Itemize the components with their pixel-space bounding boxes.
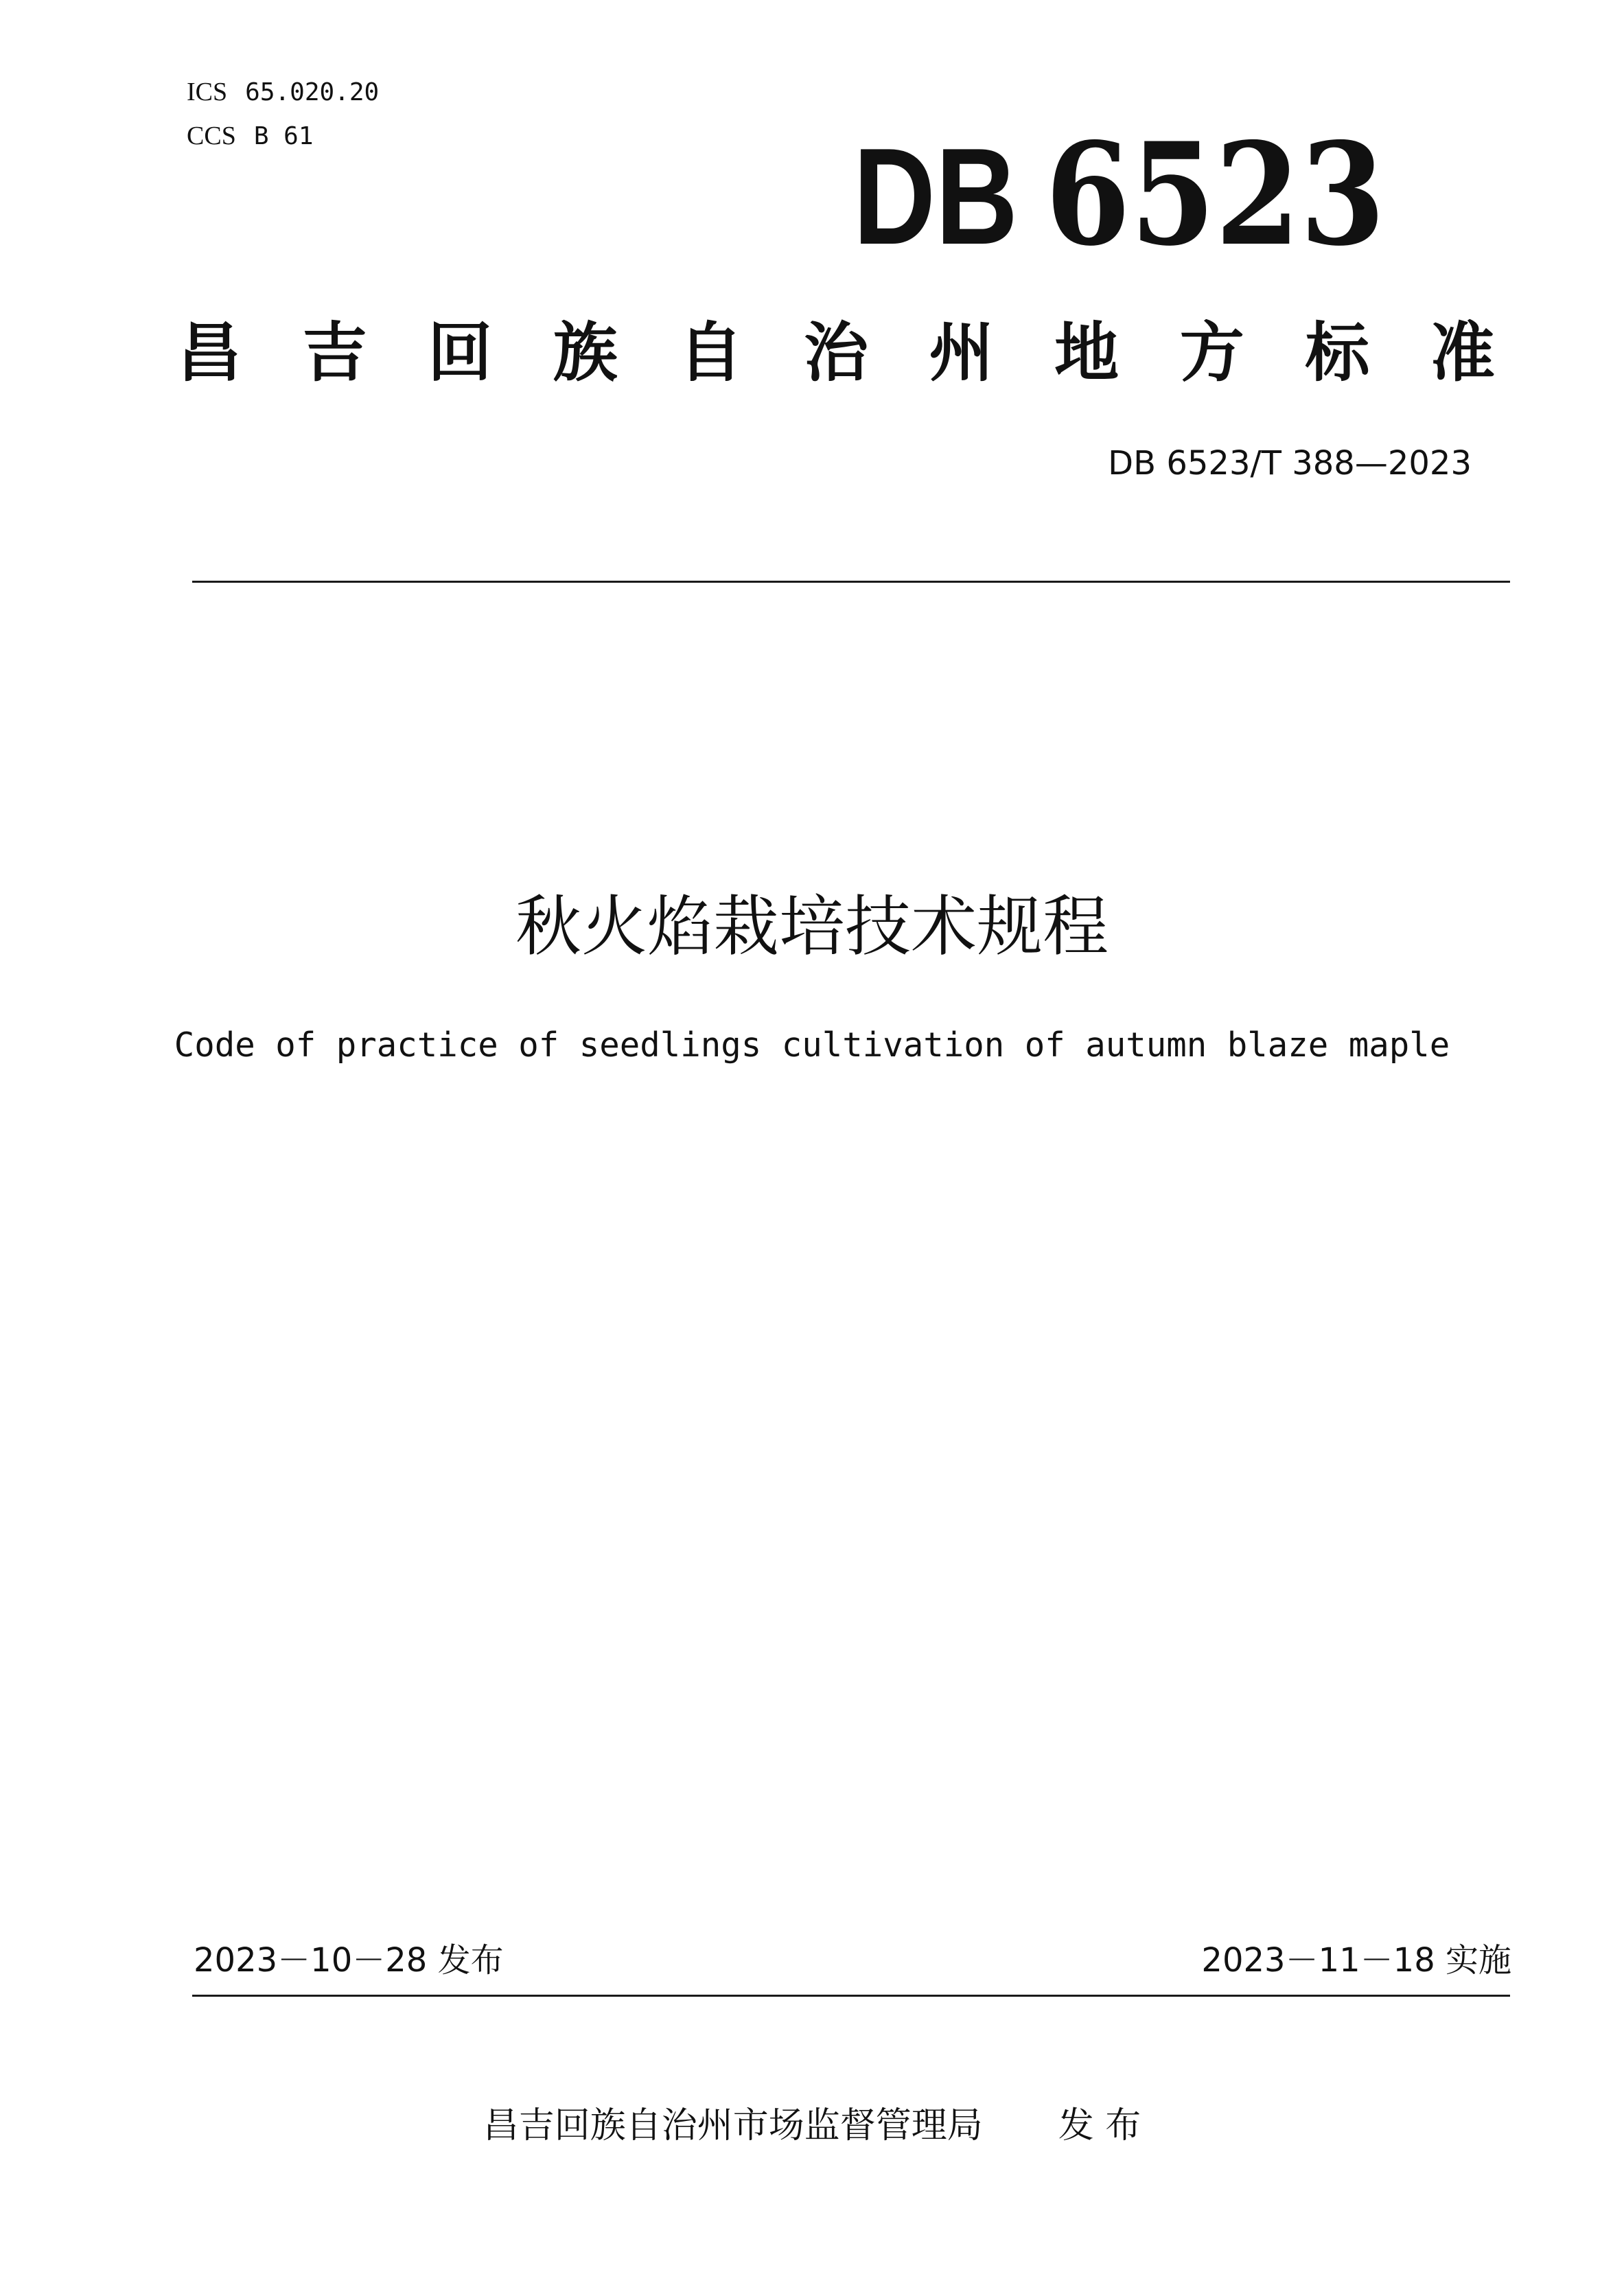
standard-type-char: 准: [1430, 316, 1495, 391]
ccs-code: [187, 121, 314, 152]
standard-type-char: 族: [553, 316, 618, 391]
standard-type-char: 吉: [302, 316, 367, 391]
document-title-en: Code of practice of seedlings cultivation of autumn blaze maple: [174, 1025, 1450, 1065]
db-standard-logo: [853, 113, 1389, 277]
standard-type-char: 昌: [177, 316, 242, 391]
standard-type-char: 地: [1054, 316, 1120, 391]
issuer-line: [0, 2102, 1624, 2150]
ccs-label: CCS: [187, 121, 236, 150]
standard-type-char: 回: [428, 316, 493, 391]
standard-type-char: 州: [929, 316, 994, 391]
logo-number: 6523: [1045, 113, 1385, 277]
document-title-cn: 秋火焰栽培技术规程: [515, 888, 1109, 965]
issuer-action: 发 布: [1058, 2105, 1141, 2146]
ics-label: ICS: [187, 78, 228, 106]
standard-type-char: 方: [1179, 316, 1244, 391]
ics-value: 65.020.20: [245, 78, 380, 106]
standard-type-char: 自: [678, 316, 743, 391]
logo-prefix: DB: [853, 120, 1018, 273]
bottom-divider: [192, 1995, 1510, 1997]
issuer-name: 昌吉回族自治州市场监督管理局: [483, 2105, 983, 2146]
publish-date: 2023－10－28 发布: [194, 1941, 504, 1980]
standard-type-char: 治: [803, 316, 868, 391]
implement-date: 2023－11－18 实施: [1201, 1941, 1511, 1980]
standard-type-char: 标: [1305, 316, 1370, 391]
top-divider: [192, 581, 1510, 583]
ccs-value: B 61: [253, 122, 314, 150]
standard-type-title: [177, 312, 1495, 395]
standard-number: DB 6523/T 388—2023: [1108, 444, 1472, 483]
ics-code: [187, 77, 379, 108]
